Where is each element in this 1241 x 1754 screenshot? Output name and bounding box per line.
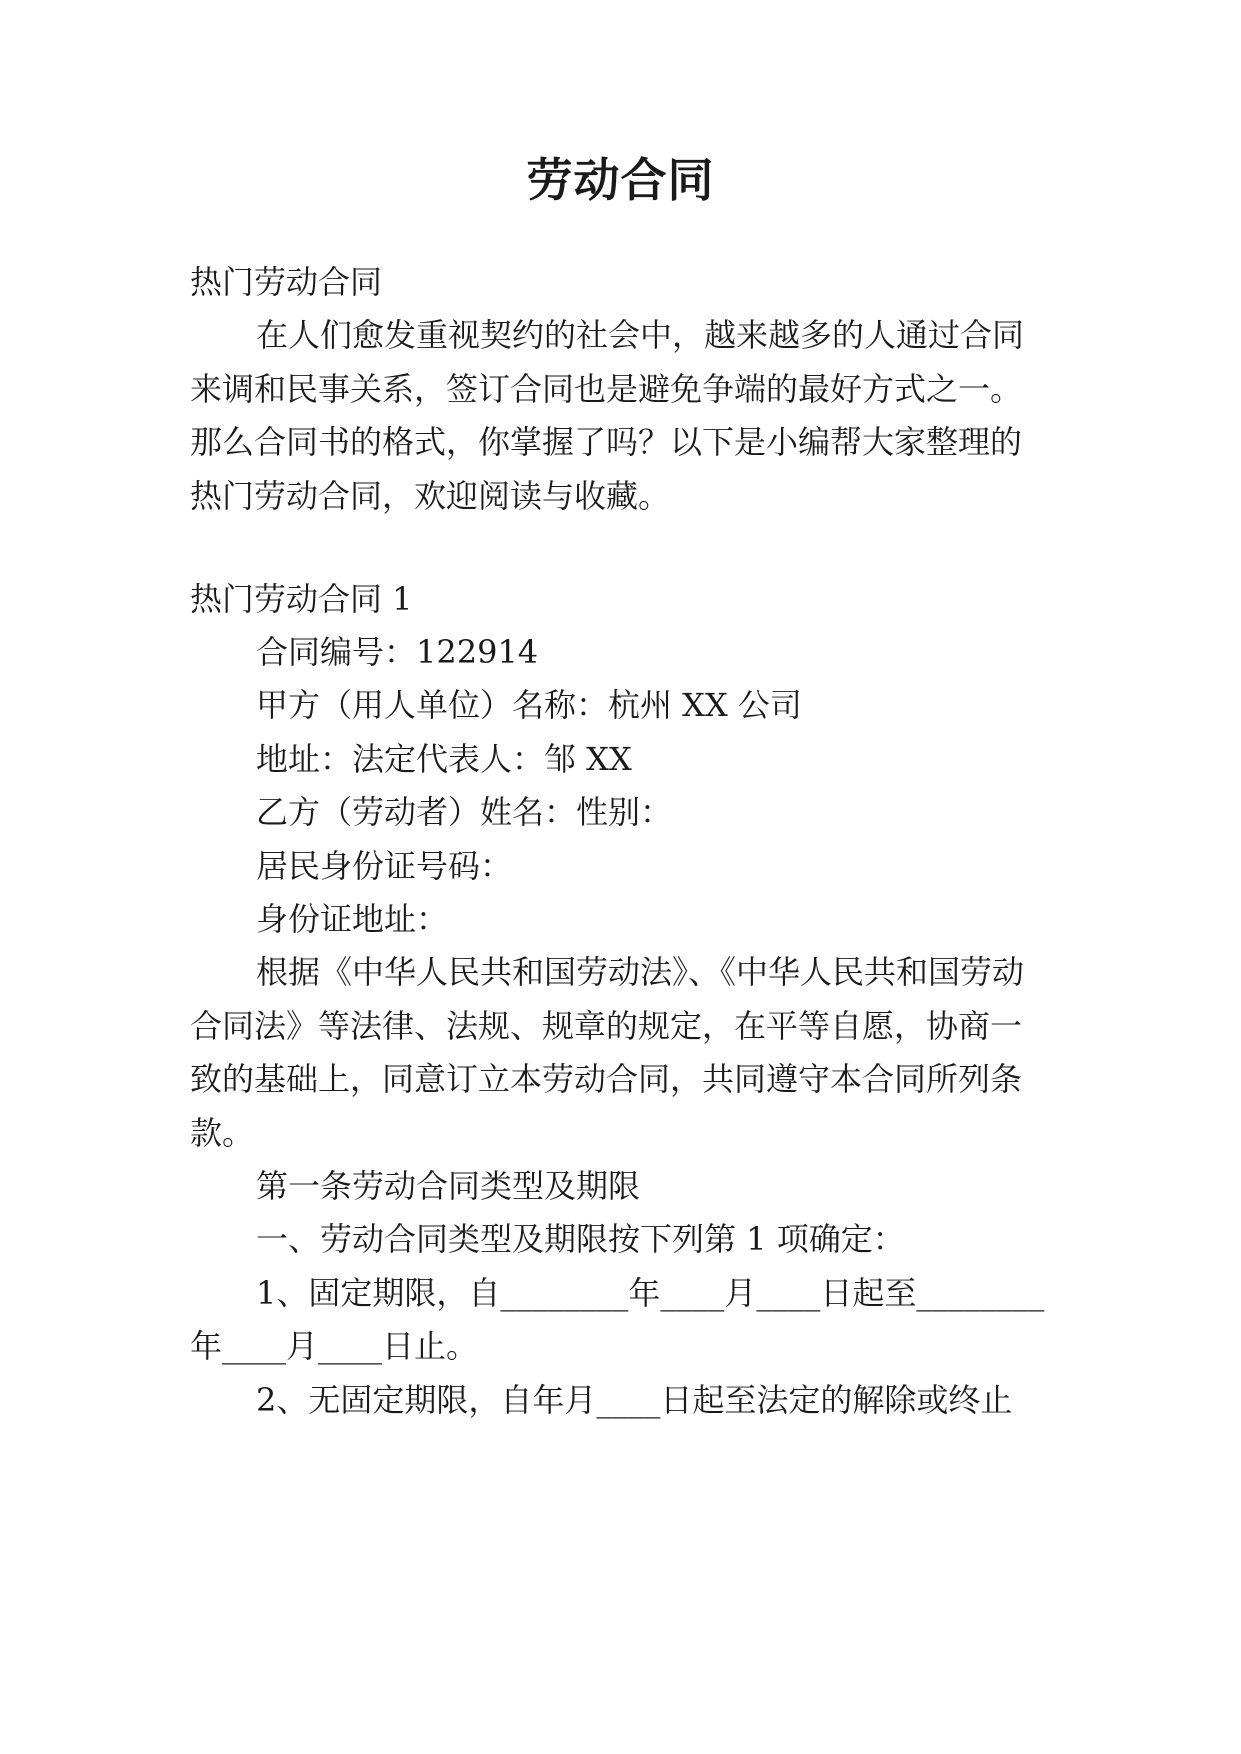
- intro-heading: 热门劳动合同: [190, 263, 383, 301]
- intro-paragraph-line: 来调和民事关系，签订合同也是避免争端的最好方式之一。: [190, 370, 1023, 408]
- clause-line: 2、无固定期限，自年月____日起至法定的解除或终止: [256, 1381, 1013, 1419]
- clause-line: 1、固定期限，自________年____月____日起至________: [256, 1274, 1045, 1312]
- party-a-address: 地址：法定代表人：邹 XX: [256, 740, 632, 778]
- party-b-name: 乙方（劳动者）姓名：性别：: [256, 793, 673, 831]
- clause-line: 年____月____日止。: [190, 1327, 479, 1365]
- intro-paragraph-line: 热门劳动合同，欢迎阅读与收藏。: [190, 477, 671, 515]
- intro-paragraph-line: 在人们愈发重视契约的社会中，越来越多的人通过合同: [256, 316, 1025, 354]
- legal-basis-line: 致的基础上，同意订立本劳动合同，共同遵守本合同所列条: [190, 1060, 1023, 1098]
- contract-number: 合同编号：122914: [256, 633, 539, 671]
- document-title: 劳动合同: [526, 153, 715, 207]
- legal-basis-line: 合同法》等法律、法规、规章的规定，在平等自愿，协商一: [190, 1007, 1023, 1045]
- section-heading: 热门劳动合同 1: [190, 580, 413, 618]
- party-b-id-number: 居民身份证号码：: [256, 847, 513, 885]
- legal-basis-line: 款。: [190, 1114, 255, 1152]
- intro-paragraph-line: 那么合同书的格式，你掌握了吗？以下是小编帮大家整理的: [190, 423, 1023, 461]
- party-a-name: 甲方（用人单位）名称：杭州 XX 公司: [256, 686, 802, 724]
- article-heading: 第一条劳动合同类型及期限: [256, 1167, 641, 1205]
- clause-line: 一、劳动合同类型及期限按下列第 1 项确定：: [256, 1220, 905, 1258]
- legal-basis-line: 根据《中华人民共和国劳动法》、《中华人民共和国劳动: [256, 953, 1025, 991]
- party-b-id-address: 身份证地址：: [256, 900, 449, 938]
